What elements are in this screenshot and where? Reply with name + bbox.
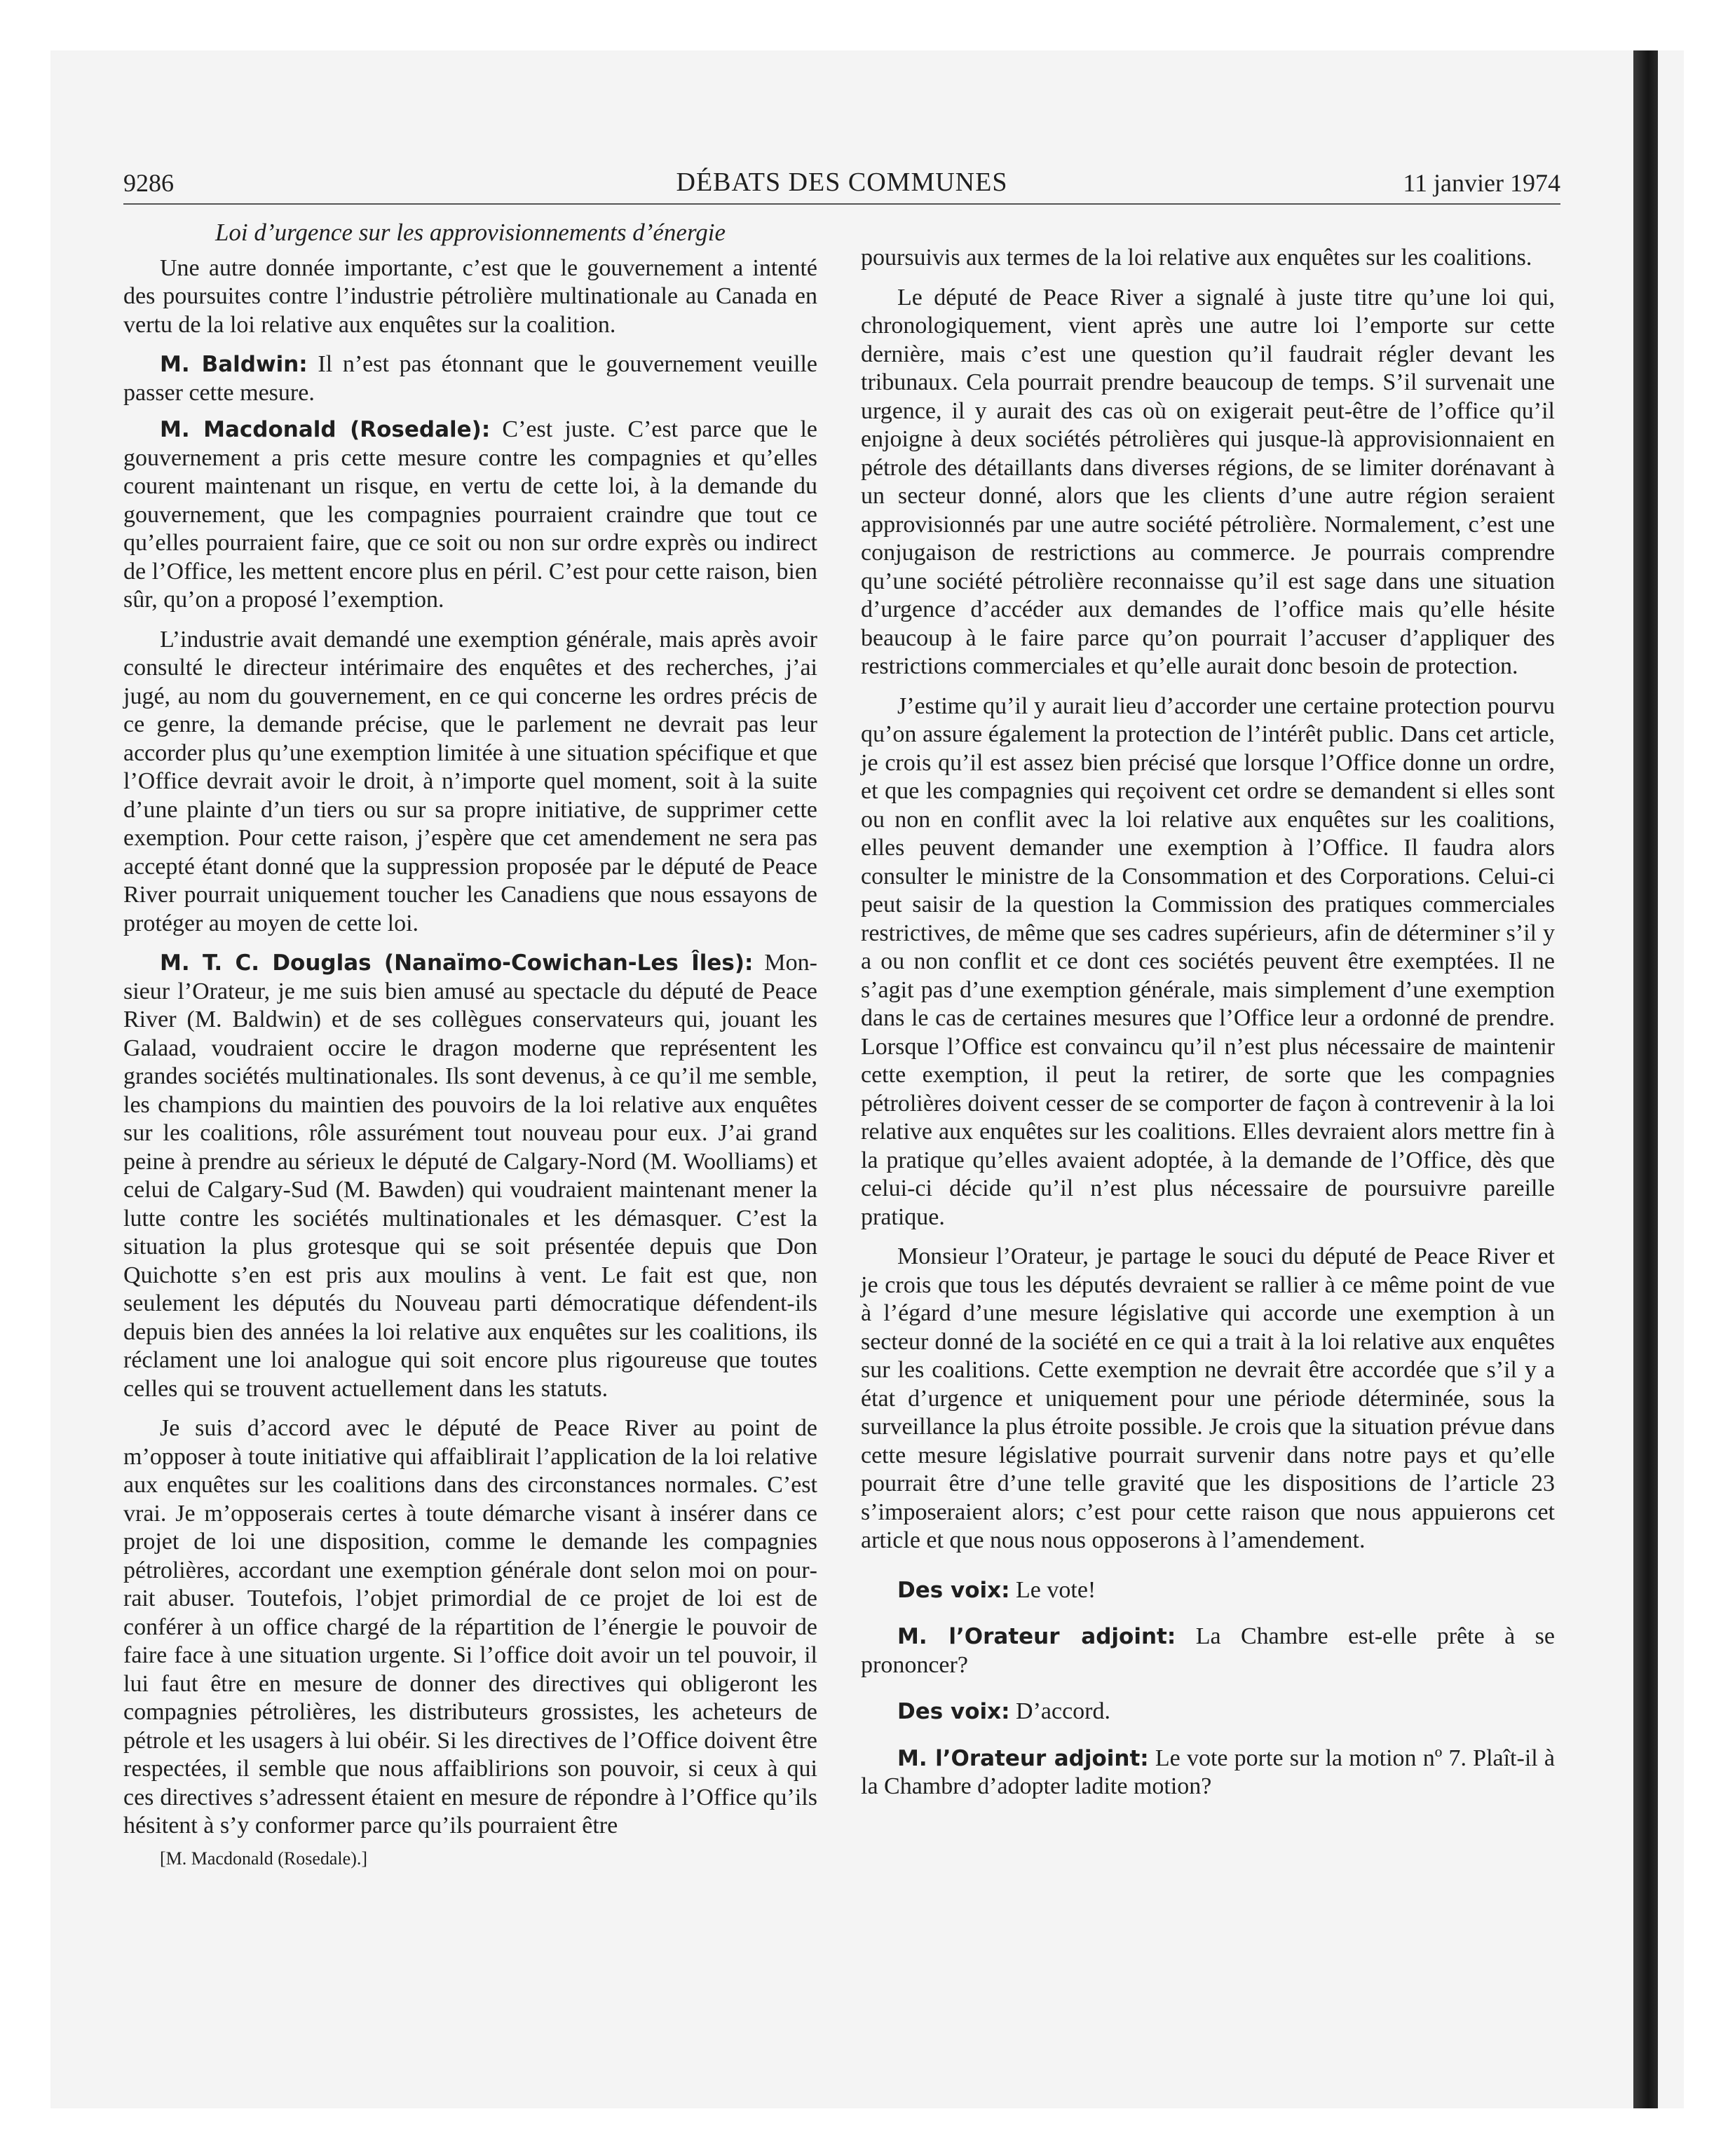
paragraph: poursuivis aux termes de la loi relative aux enquêtes sur les coalitions.: [861, 245, 1532, 271]
speech-text: Monsieur l’Orateur, je me suis bien amusé au spectacle du député de Peace River (M. Baldwin) et de ses collègues conservateurs qui, jouant les Galaad, voudraient occire le dragon moderne que représentent les grandes sociétés multinationales. Ils sont devenus, à ce qu’il me semble, les champions du maintien des pouvoirs de la loi relative aux enquêtes sur les coalitions, rôle assurément tout nouveau pour eux. J’ai grand peine à prendre au sérieux le député de Calgary-Nord (M. Woolliams) et celui de Calgary-Sud (M. Bawden) qui voudraient maintenant mener la lutte contre les sociétés multinationales et les démasquer. C’est la situation la plus grotesque qui se soit présentée depuis que Don Quichotte s’en est pris aux moulins à vent. Le fait est que, non seulement les députés du Nouveau parti démocratique défendent-ils depuis bien des années la loi relative aux enquêtes sur les coalitions, ils réclament une loi analogue qui soit encore plus rigoureuse que toutes celles qui se trouvent actuellement dans les statuts.: [123, 950, 817, 1402]
speech-paragraph: [861, 1698, 1555, 1726]
paragraph: Une autre donnée importante, c’est que le gouvernement a intenté des poursuites contre l’industrie pétrolière multinationale au Canada en vertu de la loi relative aux enquêtes sur la coalition.: [123, 254, 817, 338]
paragraph: Monsieur l’Orateur, je partage le souci du député de Peace River et je crois que tous les députés devraient se rallier à ce même point de vue à l’égard d’une mesure législative qui accorde une exemption à un secteur donné de la société en ce qui a trait à la loi relative aux enquêtes sur les coalitions. Cette exemption ne devrait être accordée que s’il y a état d’urgence et uniquement pour une période déterminée, sous la surveillance la plus étroite possible. Je crois que la situation prévue dans cette mesure législative pourrait survenir dans notre pays et qu’elle pourrait être d’une telle gravité que les dispositions de l’article 23 s’imposeraient alors; c’est pour cette raison que nous appuierons cet article et que nous nous opposerons à l’amendement.: [861, 1243, 1555, 1553]
paragraph: L’industrie avait demandé une exemption générale, mais après avoir consulté le directeur intérimaire des enquêtes et des recherches, j’ai jugé, au nom du gouvernement, en ce qui concerne les ordres précis de ce genre, la demande précise, que le parlement ne devrait pas leur accorder plus qu’une exemption limitée à une situation spécifique et que l’Office devrait avoir le droit, à n’importe quel moment, soit à la suite d’une plainte d’un tiers ou sur sa propre initiative, de supprimer cette exemption. Pour cette raison, j’espère que cet amendement ne sera pas accepté étant donné que la suppression proposée par le député de Peace River pourrait uniquement toucher les Canadiens que nous essayons de protéger au moyen de cette loi.: [123, 626, 817, 936]
speaker-name: Des voix:: [897, 1577, 1010, 1603]
speech-paragraph: [861, 1623, 1555, 1679]
speech-text: C’est juste. C’est parce que le gouvernement a pris cette mesure contre les compagnies et qu’elles courent maintenant un risque, en vertu de cette loi, à la demande du gouvernement, que les compagnies pourraient craindre que tout ce qu’elles pourraient faire, que ce soit ou non sur ordre exprès ou indirect de l’Office, les mettent encore plus en péril. C’est pour cette raison, bien sûr, qu’on a proposé l’exemption.: [123, 416, 817, 613]
speaker-name: Des voix:: [897, 1699, 1010, 1724]
speech-paragraph: [123, 350, 817, 407]
hansard-page: [123, 161, 1560, 1869]
paragraph: Je suis d’accord avec le député de Peace River au point de m’opposer à toute initiative qui affaiblirait l’application de la loi relative aux enquêtes sur les coalitions dans des circonstances normales. C’est vrai. Je m’opposerais certes à toute démarche visant à insérer dans ce projet de loi une disposition, comme le demande les compagnies pétrolières, accordant une exemption générale dont selon moi on pourrait abuser. Toutefois, l’objet primordial de ce projet de loi est de conférer à un office chargé de la répartition de l’énergie le pouvoir de faire face à une situation urgente. Si l’office doit avoir un tel pouvoir, il lui faut être en mesure de donner des directives qui obligeront les compagnies pétrolières, les distributeurs grossistes, les acheteurs de pétrole et les usagers à lui obéir. Si les directives de l’Office doivent être respectées, il semble que nous affaiblirions son pouvoir, si ceux à qui ces directives s’adressent étaient en mesure de répondre à l’Office qu’ils hésitent à s’y conformer parce qu’ils pourraient être: [123, 1415, 817, 1838]
speech-text: La Chambre est-elle prête à se prononcer?: [861, 1623, 1555, 1678]
speaker-name: M. l’Orateur adjoint:: [897, 1745, 1149, 1771]
speech-text: Il n’est pas étonnant que le gouvernement veuille passer cette mesure.: [123, 351, 817, 406]
publication-title: DÉBATS DES COMMUNES: [676, 168, 1008, 197]
scan-edge-shadow: [1633, 50, 1658, 2108]
left-column: [123, 214, 817, 1873]
speaker-attribution-note: [M. Macdonald (Rosedale).]: [160, 1848, 368, 1869]
speech-text: Le vote!: [1009, 1576, 1096, 1603]
speech-text: Le vote porte sur la motion nº 7. Plaît-il à la Chambre d’adopter ladite motion?: [861, 1745, 1555, 1799]
right-column: [861, 244, 1555, 1813]
speaker-name: M. Macdonald (Rosedale):: [160, 417, 491, 442]
speech-paragraph: [861, 1745, 1555, 1801]
speaker-name: M. T. C. Douglas (Nanaïmo-Cowichan-Les Îles):: [160, 950, 754, 976]
speech-paragraph: [123, 416, 817, 615]
section-title: Loi d’urgence sur les approvisionnements d’énergie: [215, 219, 726, 246]
page-date: 11 janvier 1974: [1403, 169, 1560, 197]
speech-paragraph: [861, 1576, 1555, 1605]
paragraph: Le député de Peace River a signalé à juste titre qu’une loi qui, chronologiquement, vient après une autre loi l’emporte sur cette dernière, mais c’est une question qu’il faudrait régler devant les tribunaux. Cela pourrait prendre beaucoup de temps. S’il survenait une urgence, il y aurait des cas où on exigerait peut-être de l’office qu’il enjoigne à deux sociétés pétrolières qui jusque-là approvisionnaient en pétrole des détaillants dans diverses régions, de se limiter dorénavant à un secteur donné, alors que les clients d’une autre région seraient approvisionnés par une autre société pétrolière. Normalement, c’est une conjugaison de restrictions au commerce. Je pourrais comprendre qu’une société pétrolière reconnaisse qu’il est sage dans une situation d’urgence d’accéder aux demandes de l’office mais qu’elle hésite beaucoup à le faire parce qu’on pourrait l’accuser d’appliquer des restrictions commerciales et qu’elle aurait donc besoin de protection.: [861, 284, 1555, 679]
speaker-name: M. Baldwin:: [160, 352, 308, 377]
paragraph: J’estime qu’il y aurait lieu d’accorder une certaine protection pourvu qu’on assure également la protection de l’intérêt public. Dans cet article, je crois qu’il est assez bien précisé que lorsque l’Office donne un ordre, et que les compagnies qui reçoivent cet ordre se demandent si elles sont ou non en conflit avec la loi relative aux enquêtes sur les coalitions, elles peuvent demander une exemption à l’Office. Il faudra alors consulter le ministre de la Consommation et des Corporations. Celui-ci peut saisir de la question la Commission des pratiques commerciales restrictives, de même que ses cadres supérieurs, afin de déterminer s’il y a ou non conflit et ce dont ces sociétés peuvent être exemptées. Il ne s’agit pas d’une exemption générale, mais simplement d’une exemption dans le cas de certaines mesures que l’Office leur a ordonné de prendre. Lorsque l’Office est convaincu qu’il n’est plus nécessaire de maintenir cette exemption, il peut la retirer, de sorte que les compagnies pétrolières doivent cesser de se comporter de façon à contrevenir à la loi relative aux enquêtes sur les coalitions. Elles devraient alors mettre fin à la pratique qu’elles avaient adoptée, à la demande de l’Office, dès que celui-ci décide qu’il n’est plus nécessaire de poursuivre pareille pratique.: [861, 692, 1555, 1230]
speech-paragraph: [123, 949, 817, 1403]
page-number: 9286: [123, 169, 174, 197]
speech-text: D’accord.: [1009, 1698, 1111, 1724]
speaker-name: M. l’Orateur adjoint:: [897, 1624, 1176, 1649]
running-header: [123, 161, 1560, 205]
